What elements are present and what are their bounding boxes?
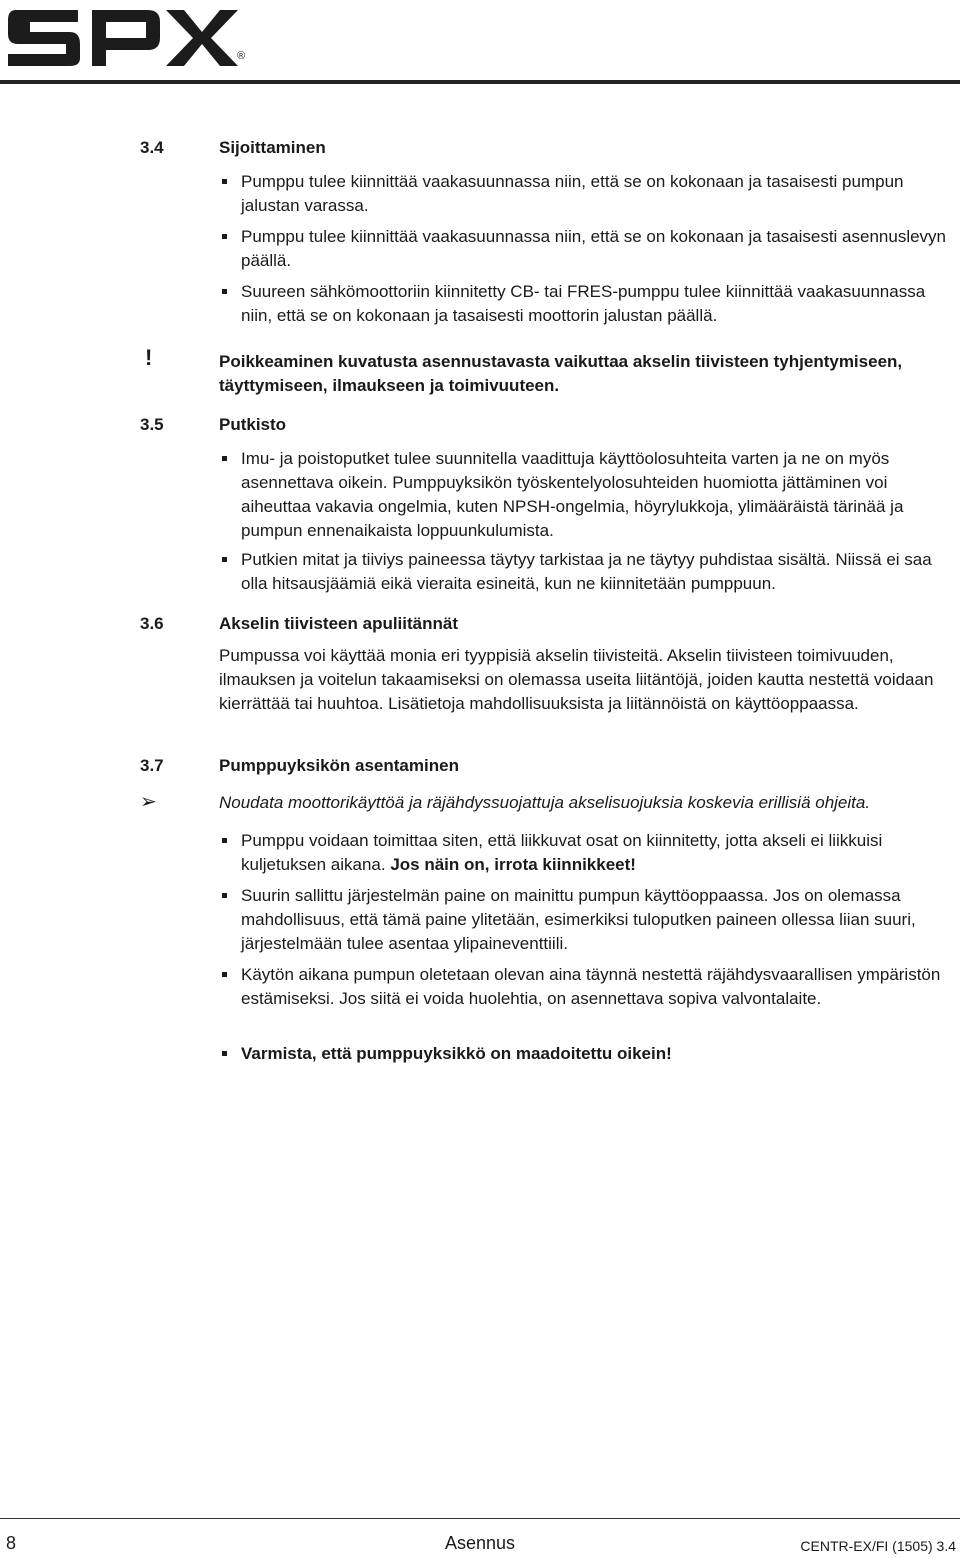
document-code: CENTR-EX/FI (1505) 3.4 <box>800 1538 956 1554</box>
header-rule <box>0 80 960 84</box>
page-number: 8 <box>6 1533 17 1553</box>
arrow-icon: ➢ <box>140 791 157 813</box>
list-item-text: Pumppu voidaan toimittaa siten, että liikkuvat osat on kiinnitetty, jotta akseli ei liikkuisi kuljetuksen aikana. <box>241 831 883 874</box>
list-item: Käytön aikana pumpun oletetaan olevan aina täynnä nestettä räjähdysvaarallisen ympäristön estämiseksi. Jos siitä ei voida huolehtia, on asennettava sopiva valvontalaite. <box>219 963 959 1011</box>
bullet-icon <box>222 234 227 239</box>
list-item: Suureen sähkömoottoriin kiinnitetty CB- tai FRES-pumppu tulee kiinnittää vaakasuunnassa niin, että se on kokonaan ja tasaisesti moottorin jalustan päällä. <box>219 280 959 328</box>
bullet-icon <box>222 1051 227 1056</box>
list-item <box>219 829 959 877</box>
paragraph: Pumpussa voi käyttää monia eri tyyppisiä akselin tiivisteitä. Akselin tiivisteen toimivuuden, ilmauksen ja voitelun takaamiseksi on olemassa useita liitäntöjä, joiden kautta nestettä voidaan kierrättää tai huuhtoa. Lisätietoja mahdollisuuksista ja liitännöistä on käyttöoppaassa. <box>219 646 934 713</box>
list-item: Pumppu tulee kiinnittää vaakasuunnassa niin, että se on kokonaan ja tasaisesti pumpun jalustan varassa. <box>219 170 959 218</box>
list-item: Imu- ja poistoputket tulee suunnitella vaadittuja käyttöolosuhteita varten ja ne on myös asennettava oikein. Pumppuyksikön työskentelyolosuhteiden huomiotta jättäminen voi aiheuttaa vakavia ongelmia, kuten NPSH-ongelmia, höyrylukkoja, ylimääräistä tärinää ja pumpun ennenaikaista loppuunkulumista. <box>219 447 959 543</box>
bullet-icon <box>222 456 227 461</box>
footer-section: Asennus <box>445 1533 516 1553</box>
section-title-sijoittaminen: Sijoittaminen <box>219 138 326 157</box>
warning-text: Poikkeaminen kuvatusta asennustavasta vaikuttaa akselin tiivisteen tyhjentymiseen, täyttymiseen, ilmaukseen ja toimivuuteen. <box>219 352 903 395</box>
warning-icon: ! <box>145 345 153 370</box>
section-title-pumppuyksikon-asentaminen: Pumppuyksikön asentaminen <box>219 756 459 775</box>
footer-rule <box>0 1518 960 1519</box>
registered-mark: ® <box>237 50 246 62</box>
bullet-icon <box>222 289 227 294</box>
bullet-icon <box>222 557 227 562</box>
bullet-icon <box>222 838 227 843</box>
section-number-3-5: 3.5 <box>140 415 164 434</box>
section-number-3-6: 3.6 <box>140 614 164 633</box>
note-text: Noudata moottorikäyttöä ja räjähdyssuojattuja akselisuojuksia koskevia erillisiä ohjeita. <box>219 793 871 812</box>
list-item: Varmista, että pumppuyksikkö on maadoitettu oikein! <box>219 1042 959 1066</box>
section-number-3-4: 3.4 <box>140 138 164 157</box>
bullet-icon <box>222 179 227 184</box>
list-item: Suurin sallittu järjestelmän paine on mainittu pumpun käyttöoppaassa. Jos on olemassa mahdollisuus, että tämä paine ylitetään, esimerkiksi tuloputken paineen ollessa liian suuri, järjestelmään tulee asentaa ylipaineventtiili. <box>219 884 959 956</box>
list-item: Putkien mitat ja tiiviys paineessa täytyy tarkistaa ja ne täytyy puhdistaa sisältä. Niissä ei saa olla hitsausjäämiä eikä vieraita esineitä, kun ne kiinnitetään pumppuun. <box>219 548 959 596</box>
section-title-putkisto: Putkisto <box>219 415 287 434</box>
section-number-3-7: 3.7 <box>140 756 164 775</box>
bullet-icon <box>222 893 227 898</box>
list-item-emphasis: Jos näin on, irrota kiinnikkeet! <box>390 855 636 874</box>
bullet-icon <box>222 972 227 977</box>
spx-logo <box>8 4 253 75</box>
list-item: Pumppu tulee kiinnittää vaakasuunnassa niin, että se on kokonaan ja tasaisesti asennuslevyn päällä. <box>219 225 959 273</box>
section-title-akselin-tiivisteen: Akselin tiivisteen apuliitännät <box>219 614 459 633</box>
